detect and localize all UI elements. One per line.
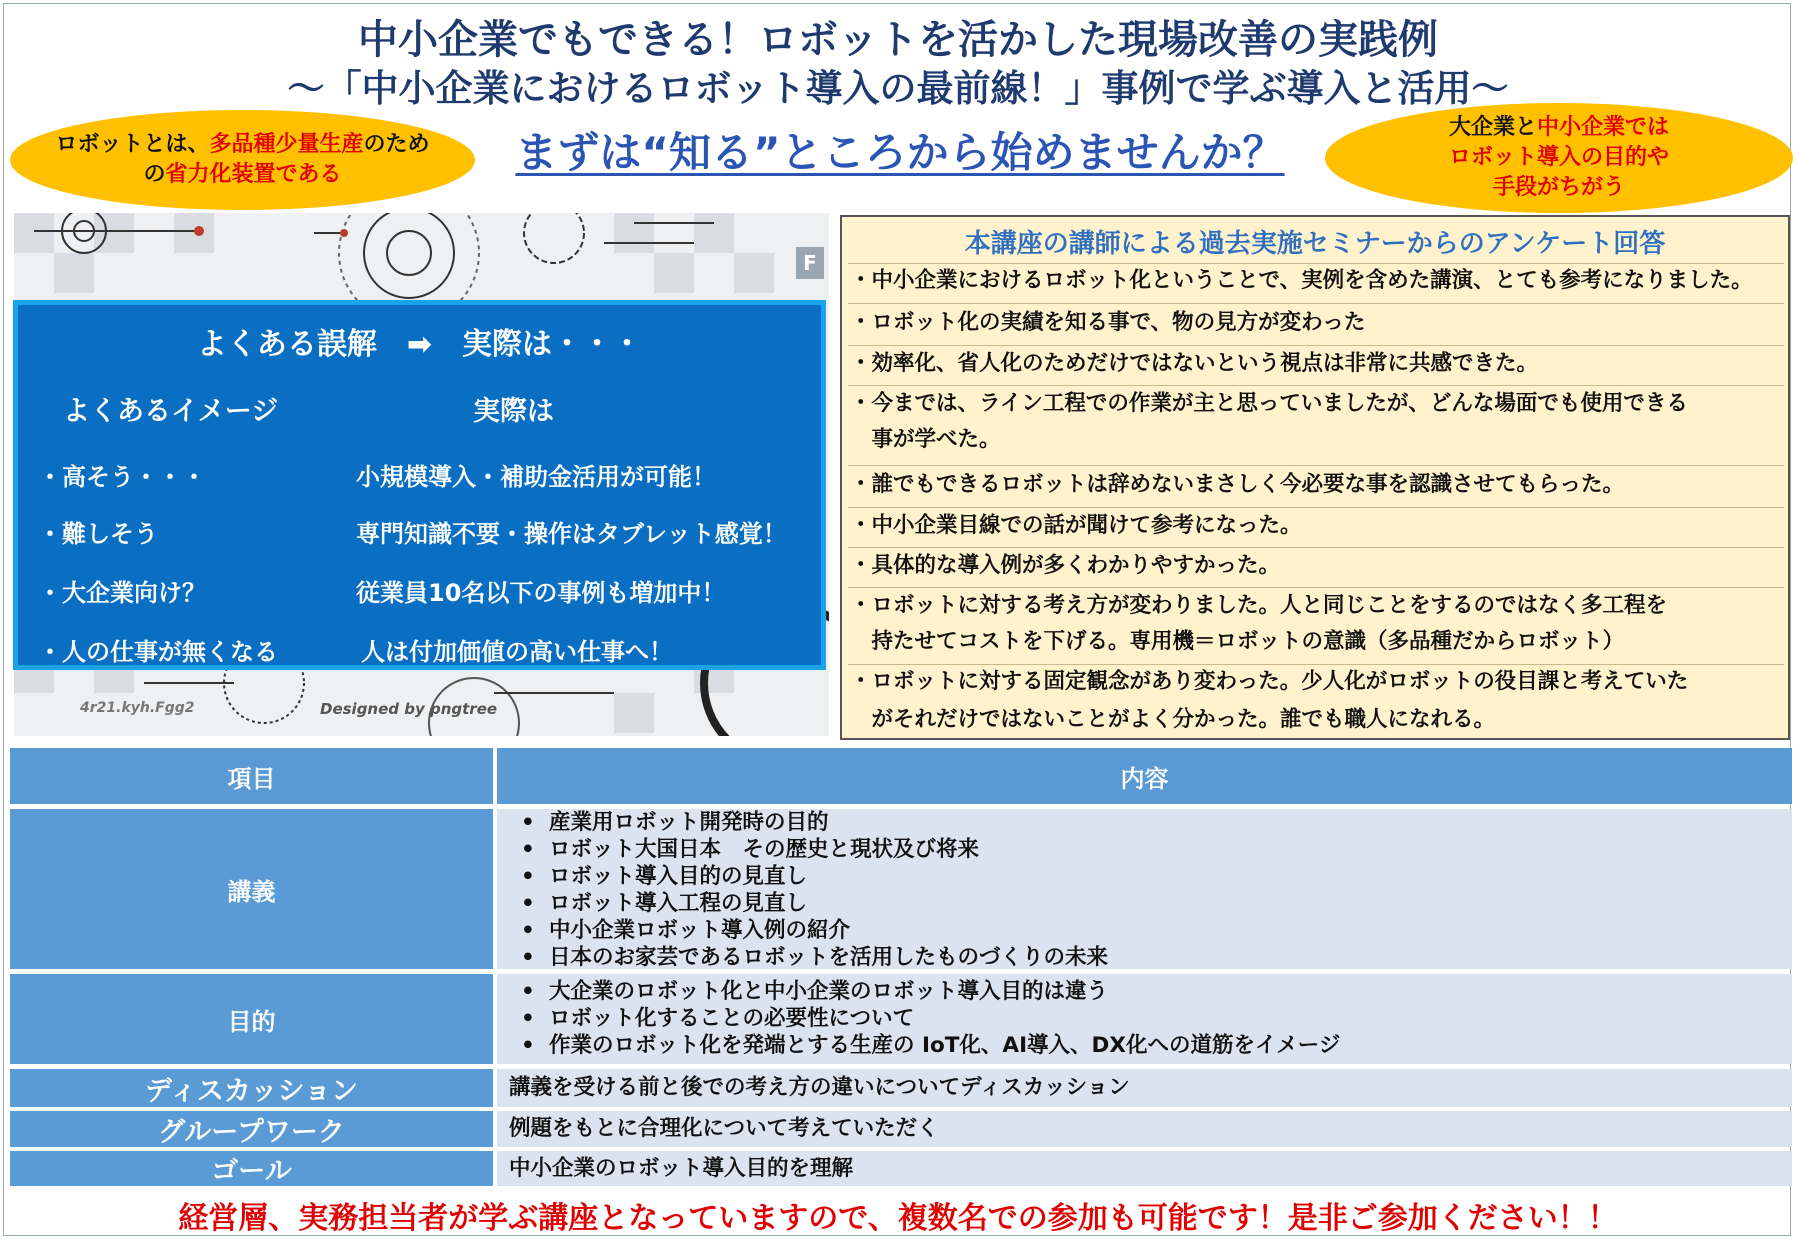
row-content-discussion: 講義を受ける前と後での考え方の違いについてディスカッション bbox=[497, 1069, 1792, 1107]
art-logo: Designed by pngtree bbox=[320, 700, 498, 718]
survey-box bbox=[840, 215, 1790, 740]
bullet-item: • 産業用ロボット開発時の目的 bbox=[521, 809, 1792, 836]
survey-item-cont: 事が学べた。 bbox=[850, 427, 1001, 452]
survey-item: ・具体的な導入例が多くわかりやすかった。 bbox=[850, 553, 1281, 578]
row-label-groupwork: グループワーク bbox=[10, 1111, 493, 1147]
misconception-actual: 従業員10名以下の事例も増加中！ bbox=[356, 579, 726, 607]
row-label-goal: ゴール bbox=[10, 1151, 493, 1186]
misconception-panel bbox=[13, 300, 826, 670]
row-label-discussion: ディスカッション bbox=[10, 1069, 493, 1107]
misconception-actual: 小規模導入・補助金活用が可能！ bbox=[356, 463, 716, 491]
bubble-highlight: ロボット導入の目的や bbox=[1448, 145, 1669, 170]
row-content-purpose bbox=[497, 974, 1792, 1064]
bubble-text: のため bbox=[363, 132, 430, 157]
robot-definition-bubble bbox=[10, 110, 475, 210]
survey-item: ・中小企業目線での話が聞けて参考になった。 bbox=[850, 513, 1302, 538]
bullet-item: • ロボット導入工程の見直し bbox=[521, 890, 1792, 917]
misconception-heading: よくある誤解 ➡ 実際は・・・ bbox=[196, 327, 643, 362]
row-content-lecture bbox=[497, 809, 1792, 969]
divider bbox=[848, 465, 1784, 466]
bullet-item: • ロボット導入目的の見直し bbox=[521, 863, 1792, 890]
bullet-item: • 日本のお家芸であるロボットを活用したものづくりの未来 bbox=[521, 944, 1792, 971]
survey-item: ・ロボットに対する考え方が変わりました。人と同じことをするのではなく多工程を bbox=[850, 593, 1668, 618]
page-subtitle: ～「中小企業におけるロボット導入の最前線！」事例で学ぶ導入と活用～ bbox=[287, 67, 1509, 110]
bubble-text: 大企業と bbox=[1448, 115, 1537, 140]
bullet-item: • 中小企業ロボット導入例の紹介 bbox=[521, 917, 1792, 944]
bubble-highlight: 多品種少量生産 bbox=[209, 132, 364, 157]
slogan: まずは“知る”ところから始めませんか？ bbox=[515, 128, 1285, 177]
survey-item: ・ロボット化の実績を知る事で、物の見方が変わった bbox=[850, 310, 1366, 335]
footer-callout: 経営層、実務担当者が学ぶ講座となっていますので、複数名での参加も可能です！是非ご参加ください！！ bbox=[178, 1201, 1618, 1236]
survey-item: ・ロボットに対する固定観念があり変わった。少人化がロボットの役目課と考えていた bbox=[850, 669, 1689, 694]
bubble-highlight: 省力化装置である bbox=[165, 162, 342, 187]
misconception-image: ・大企業向け？ bbox=[38, 579, 206, 607]
survey-item: ・効率化、省人化のためだけではないという視点は非常に共感できた。 bbox=[850, 351, 1539, 376]
bubble-text: の bbox=[143, 162, 166, 187]
bullet-item: • ロボット化することの必要性について bbox=[521, 1005, 1792, 1032]
page-title: 中小企業でもできる！ロボットを活かした現場改善の実践例 bbox=[358, 17, 1438, 63]
bubble-highlight: 中小企業では bbox=[1537, 115, 1670, 140]
survey-item: ・今までは、ライン工程での作業が主と思っていましたが、どんな場面でも使用できる bbox=[850, 391, 1688, 416]
misconception-actual: 人は付加価値の高い仕事へ！ bbox=[361, 638, 673, 666]
image-column-header: よくあるイメージ bbox=[63, 396, 279, 427]
row-content-goal: 中小企業のロボット導入目的を理解 bbox=[497, 1151, 1792, 1186]
row-label-purpose: 目的 bbox=[10, 974, 493, 1064]
survey-item: ・誰でもできるロボットは辞めないまさしく今必要な事を認識させてもらった。 bbox=[850, 472, 1625, 497]
misconception-image: ・難しそう bbox=[38, 520, 158, 548]
bullet-item: • 大企業のロボット化と中小企業のロボット導入目的は違う bbox=[521, 978, 1792, 1005]
difference-bubble bbox=[1325, 103, 1793, 213]
survey-item-cont: がそれだけではないことがよく分かった。誰でも職人になれる。 bbox=[850, 707, 1496, 732]
row-label-lecture: 講義 bbox=[10, 809, 493, 969]
misconception-image: ・高そう・・・ bbox=[38, 463, 206, 491]
bullet-item: • ロボット大国日本 その歴史と現状及び将来 bbox=[521, 836, 1792, 863]
survey-item: ・中小企業におけるロボット化ということで、実例を含めた講演、とても参考になりました。 bbox=[850, 268, 1753, 293]
misconception-actual: 専門知識不要・操作はタブレット感覚！ bbox=[356, 520, 787, 548]
bubble-highlight: 手段がちがう bbox=[1492, 175, 1625, 200]
actual-column-header: 実際は bbox=[473, 396, 554, 427]
survey-title: 本講座の講師による過去実施セミナーからのアンケート回答 bbox=[964, 229, 1666, 259]
header-item: 項目 bbox=[10, 748, 493, 804]
divider bbox=[848, 303, 1784, 304]
row-content-groupwork: 例題をもとに合理化について考えていただく bbox=[497, 1111, 1792, 1147]
art-caption: 4r21.kyh.Fgg2 bbox=[80, 700, 195, 716]
misconception-image: ・人の仕事が無くなる bbox=[38, 638, 278, 666]
header-content: 内容 bbox=[497, 748, 1792, 804]
bullet-item: • 作業のロボット化を発端とする生産の IoT化、AI導入、DX化への道筋をイメージ bbox=[521, 1032, 1792, 1059]
corner-badge: F bbox=[796, 247, 824, 279]
survey-item-cont: 持たせてコストを下げる。専用機＝ロボットの意識（多品種だからロボット） bbox=[850, 629, 1625, 654]
bubble-text: ロボットとは、 bbox=[55, 132, 210, 157]
